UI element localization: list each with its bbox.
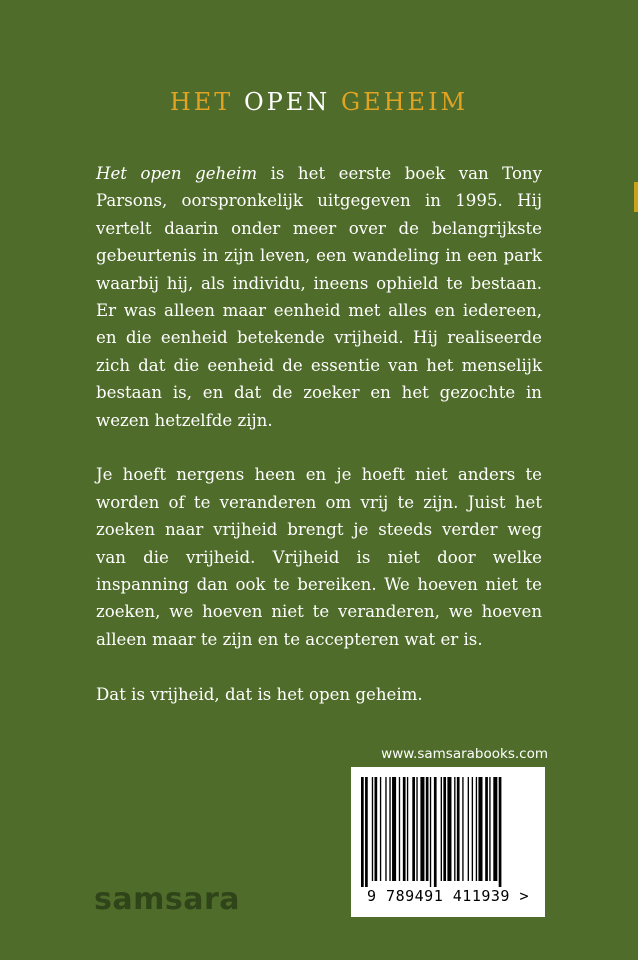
barcode-bar (478, 777, 482, 881)
barcode-bar (457, 777, 460, 881)
blurb-paragraph-3: Dat is vrijheid, dat is het open geheim. (96, 684, 423, 704)
publisher-logo: samsara (94, 882, 240, 917)
barcode-bar (441, 777, 442, 881)
barcode-bar (365, 777, 368, 887)
barcode-bar (416, 777, 417, 881)
barcode-bar (399, 777, 400, 881)
barcode-bar (493, 777, 497, 881)
barcode-bar (389, 777, 390, 881)
barcode-bar (392, 777, 396, 881)
barcode-bars (361, 777, 535, 887)
barcode-bar (403, 777, 406, 881)
barcode-bar (361, 777, 364, 887)
barcode-bar (485, 777, 488, 881)
barcode-bar (499, 777, 502, 887)
barcode-bar (372, 777, 373, 881)
barcode-bar (385, 777, 386, 881)
barcode-bar (443, 777, 446, 881)
blurb (96, 160, 542, 735)
barcode-bar (407, 777, 408, 881)
barcode-bar (447, 777, 451, 881)
barcode-bar (476, 777, 477, 881)
barcode-bar (426, 777, 429, 881)
barcode (351, 767, 545, 917)
barcode-bar (412, 777, 415, 881)
barcode-bar (375, 777, 378, 881)
title-word-het: HET (169, 88, 234, 116)
blurb-paragraph-1-text: is het eerste boek van Tony Parsons, oorspronkelijk uitgegeven in 1995. Hij vertelt daarin onder meer over de belangrijkste gebeurtenis in zijn leven, een wandeling in een park waarbij hij, als individu, ineens ophield te bestaan. Er was alleen maar eenheid met alles en iedereen, en die eenheid betekende vrijheid. Hij realiseerde zich dat die eenheid de essentie van het menselijk bestaan is, en dat de zoeker en het gezochte in wezen hetzelfde zijn. (96, 164, 542, 430)
blurb-paragraph-2: Je hoeft nergens heen en je hoeft niet anders te worden of te veranderen om vrij te zijn. Juist het zoeken naar vrijheid brengt je steeds verder weg van die vrijheid. Vrijheid is niet door welke inspanning dan ook te bereiken. We hoeven niet te zoeken, we hoeven niet te veranderen, we hoeven alleen maar te zijn en te accepteren wat er is. (96, 465, 542, 649)
barcode-bar (434, 777, 437, 887)
barcode-bar (489, 777, 490, 881)
barcode-bar (430, 777, 431, 887)
barcode-bar (462, 777, 463, 881)
blurb-book-title: Het open geheim (96, 164, 258, 183)
barcode-bar (454, 777, 455, 881)
spine-mark (634, 182, 638, 212)
isbn-number: 9 789491 411939 > (366, 887, 530, 905)
book-title (0, 88, 638, 116)
barcode-bar (420, 777, 424, 881)
title-word-geheim: GEHEIM (340, 88, 469, 116)
blurb-paragraph-1 (96, 160, 542, 434)
barcode-bar (380, 777, 381, 881)
publisher-website: www.samsarabooks.com (381, 746, 548, 762)
title-word-open: OPEN (243, 88, 331, 116)
barcode-bar (472, 777, 473, 881)
barcode-bar (468, 777, 469, 881)
